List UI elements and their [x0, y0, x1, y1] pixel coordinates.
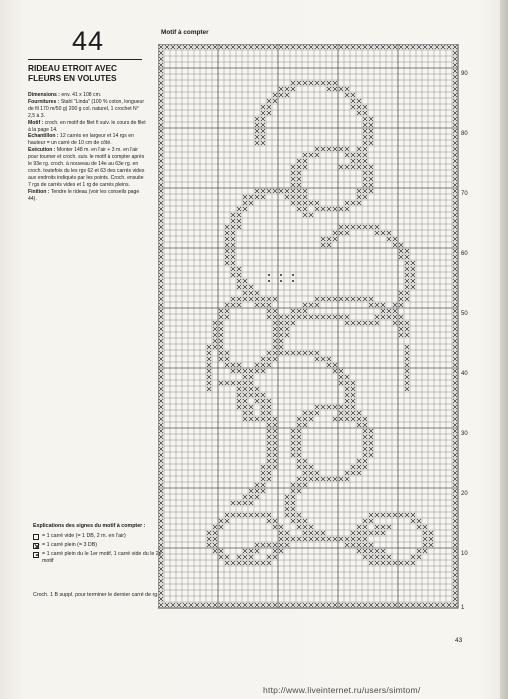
watermark-url: http://www.liveinternet.ru/users/simtom/	[263, 685, 421, 695]
dot-square-mark	[280, 274, 282, 276]
page-spine-shadow	[500, 0, 508, 699]
row-label: 30	[461, 431, 468, 437]
legend-row-dot: = 1 carré plein du le 1er motif, 1 carré vide du le 2e motif	[33, 551, 163, 565]
dot-square-mark	[268, 274, 270, 276]
spec-finishing: Finition : Tendre le rideau (voir les conseils page 44).	[28, 188, 140, 202]
legend-row-full: = 1 carré plein (= 3 DB)	[33, 542, 163, 549]
dot-square-icon	[33, 552, 39, 558]
spec-materials: Fournitures : Stahl "Linda" (100 % coton, longueur de fil 170 m/50 g) 200 g col. naturel, 1 crochet N° 2,5 à 3.	[28, 98, 145, 119]
dot-square-mark	[292, 274, 294, 276]
spec-dimensions: Dimensions : env. 41 x 108 cm.	[28, 92, 102, 98]
dot-square-mark	[280, 280, 282, 282]
filet-chart-grid	[158, 44, 468, 610]
title-rule	[28, 59, 142, 60]
empty-square-icon	[33, 534, 39, 540]
spec-motif: Motif : croch. en motif de filet fi suiv. le cours de filet à la page 14.	[28, 119, 146, 133]
chart-label: Motif à compter	[161, 29, 209, 36]
symbol-legend	[33, 523, 163, 567]
legend-title: Explications des signes du motif à compter :	[33, 523, 146, 529]
row-label: 1	[461, 605, 465, 610]
cross-square-icon	[33, 543, 39, 549]
row-label: 50	[461, 311, 468, 317]
pattern-title: RIDEAU ETROIT AVEC FLEURS EN VOLUTES	[28, 63, 117, 83]
row-label: 60	[461, 251, 468, 257]
spec-execution: Exécution : Monter 148 m. en l'air + 3 m. en l'air pour tourner et croch. suiv. le motif à compter après le 93e rg. croch. à nouveau de 14e au 63e rg. en croch. toutefois du les rgs 62 et 63 des carrés vides aux endroits indiqués par les points. Croch. ensuite 7 rgs de carrés vides et 1 rg de carrés pleins.	[28, 147, 145, 188]
page-number: 43	[455, 637, 463, 644]
dot-square-mark	[268, 280, 270, 282]
pattern-specs	[28, 92, 146, 203]
pattern-number: 44	[72, 26, 105, 56]
row-label: 40	[461, 371, 468, 377]
spec-gauge: Echantillon : 12 carrés en largeur et 14 rgs en hauteur = un carré de 10 cm de côté.	[28, 133, 134, 147]
row-label: 20	[461, 491, 468, 497]
row-label: 10	[461, 551, 468, 557]
row-label: 90	[461, 71, 468, 77]
dot-square-mark	[292, 280, 294, 282]
legend-row-empty: = 1 carré vide (= 1 DB, 2 m. en l'air)	[33, 533, 163, 540]
legend-end-note: Croch. 1 B suppl. pour terminer le dernier carré de rg.	[33, 592, 159, 598]
row-label: 70	[461, 191, 468, 197]
row-label: 80	[461, 131, 468, 137]
